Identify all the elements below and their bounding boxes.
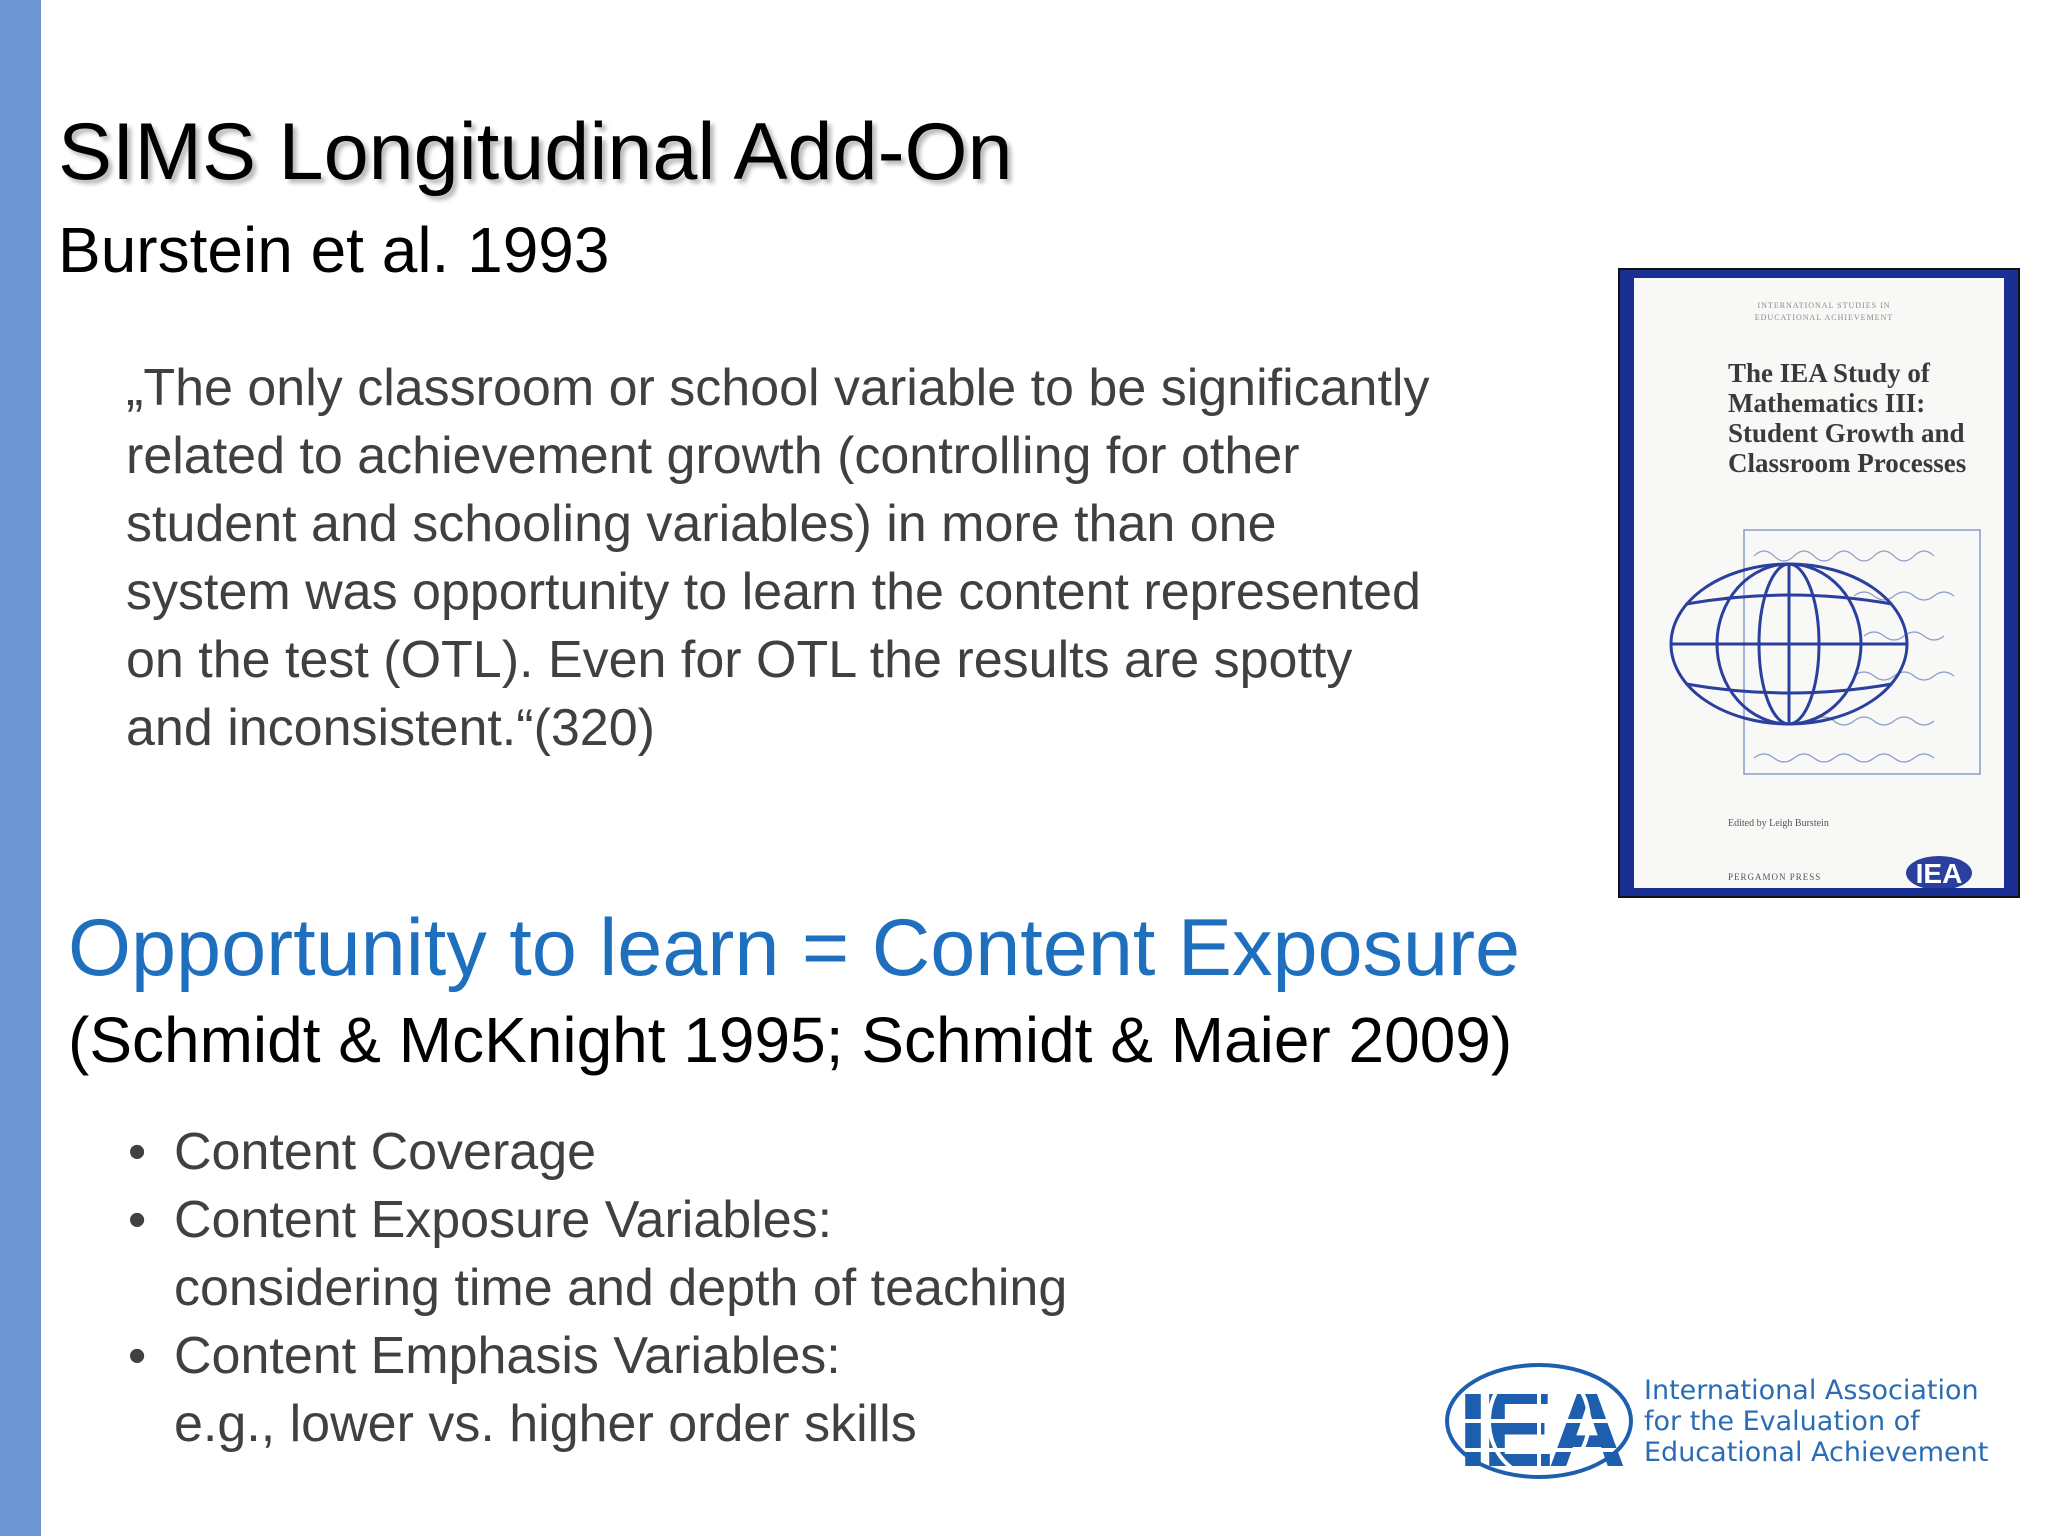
bullet-icon: • <box>128 1191 147 1249</box>
globe-formula-illustration <box>1664 526 1994 786</box>
slide-title: SIMS Longitudinal Add-On <box>58 107 1013 197</box>
quote-line: „The only classroom or school variable to be significantly <box>126 359 1430 417</box>
book-title-line: Mathematics III: <box>1728 388 1926 418</box>
quote-line: system was opportunity to learn the content represented <box>126 563 1421 621</box>
book-series-line: EDUCATIONAL ACHIEVEMENT <box>1754 313 1894 322</box>
book-cover-page <box>1634 278 2004 888</box>
iea-globe-logo <box>1444 1362 1634 1480</box>
bullet-icon: • <box>128 1327 147 1385</box>
bullet-item <box>128 1322 1067 1458</box>
left-accent-bar <box>0 0 41 1536</box>
book-title-line: Student Growth and <box>1728 418 1965 448</box>
bullet-item <box>128 1186 1067 1322</box>
slide-subtitle: Burstein et al. 1993 <box>58 214 610 286</box>
bullet-subtext: considering time and depth of teaching <box>174 1259 1068 1317</box>
iea-name-line: for the Evaluation of <box>1644 1406 1920 1437</box>
otl-heading: Opportunity to learn = Content Exposure <box>68 903 1521 993</box>
book-series-line: INTERNATIONAL STUDIES IN <box>1757 301 1891 310</box>
quote-block <box>126 354 1586 762</box>
book-series <box>1704 300 1944 324</box>
bullet-list <box>128 1118 1067 1458</box>
otl-citation: (Schmidt & McKnight 1995; Schmidt & Maier 2009) <box>68 1004 1513 1076</box>
book-iea-logo <box>1904 854 1974 888</box>
iea-mark-text: IEA <box>1457 1368 1621 1480</box>
book-logo-text: IEA <box>1915 858 1963 889</box>
bullet-text: Content Emphasis Variables: <box>174 1327 841 1385</box>
book-title-line: Classroom Processes <box>1728 448 1967 478</box>
quote-line: and inconsistent.“(320) <box>126 699 655 757</box>
bullet-icon: • <box>128 1123 147 1181</box>
quote-line: on the test (OTL). Even for OTL the results are spotty <box>126 631 1353 689</box>
book-publisher: PERGAMON PRESS <box>1728 872 1822 882</box>
book-title <box>1728 358 2004 478</box>
bullet-text: Content Coverage <box>174 1123 597 1181</box>
iea-organization-name <box>1644 1375 1988 1468</box>
book-cover-image <box>1618 268 2020 898</box>
quote-line: related to achievement growth (controlling for other <box>126 427 1300 485</box>
quote-line: student and schooling variables) in more than one <box>126 495 1277 553</box>
bullet-text: Content Exposure Variables: <box>174 1191 833 1249</box>
iea-name-line: Educational Achievement <box>1644 1437 1989 1468</box>
iea-name-line: International Association <box>1644 1375 1979 1406</box>
book-title-line: The IEA Study of <box>1728 358 1930 388</box>
bullet-subtext: e.g., lower vs. higher order skills <box>174 1395 917 1453</box>
book-editor: Edited by Leigh Burstein <box>1728 818 1829 829</box>
bullet-item <box>128 1118 1067 1186</box>
